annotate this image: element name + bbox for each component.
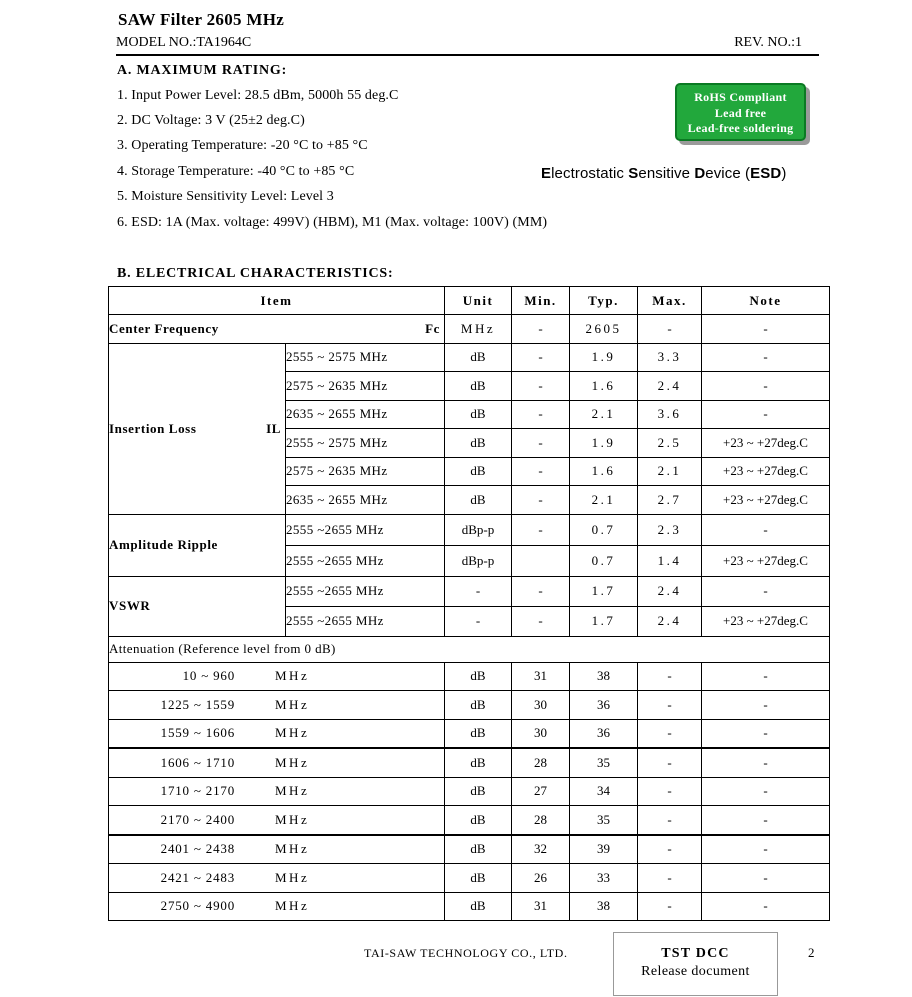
table-header-row <box>109 287 830 315</box>
cell-note: - <box>702 835 830 864</box>
cell-max: 3.3 <box>638 343 702 372</box>
cell-typ: 33 <box>570 864 638 893</box>
cell-unit: - <box>445 606 512 636</box>
cell-range: 2555 ~2655 MHz <box>286 576 445 606</box>
esd-initial: S <box>628 165 639 182</box>
company-name: TAI-SAW TECHNOLOGY CO., LTD. <box>364 946 568 960</box>
stamp-title: TST DCC <box>661 946 730 961</box>
cell-typ: 1.9 <box>570 343 638 372</box>
rating-item: 1. Input Power Level: 28.5 dBm, 5000h 55 deg.C <box>117 88 399 103</box>
cell-range <box>109 864 445 893</box>
cell-unit: dB <box>445 719 512 748</box>
cell-range <box>109 835 445 864</box>
column-header-unit: Unit <box>445 287 512 315</box>
attenuation-row <box>109 719 830 748</box>
esd-text: ) <box>781 165 787 182</box>
cell-range: 2575 ~ 2635 MHz <box>286 372 445 401</box>
cell-typ: 0.7 <box>570 545 638 576</box>
cell-unit: dB <box>445 892 512 921</box>
badge-line: RoHS Compliant <box>694 90 787 104</box>
cell-unit: dB <box>445 748 512 777</box>
cell-unit: dB <box>445 806 512 835</box>
attenuation-freq-unit: MHz <box>275 668 310 684</box>
section-a-heading: A. MAXIMUM RATING: <box>117 63 288 78</box>
cell-max: - <box>638 806 702 835</box>
cell-range <box>109 806 445 835</box>
cell-min: 32 <box>512 835 570 864</box>
column-header-item: Item <box>109 287 445 315</box>
esd-text: lectrostatic <box>551 165 629 182</box>
cell-note: - <box>702 343 830 372</box>
stamp-subtitle: Release document <box>641 964 750 979</box>
cell-min: 30 <box>512 719 570 748</box>
cell-note: - <box>702 662 830 691</box>
cell-min: - <box>512 400 570 429</box>
cell-range <box>109 777 445 806</box>
center-frequency-label <box>109 315 445 344</box>
attenuation-row <box>109 806 830 835</box>
cell-typ: 35 <box>570 806 638 835</box>
header-divider <box>116 54 819 56</box>
attenuation-range: 2401 ~ 2438 <box>160 841 235 857</box>
attenuation-range: 1710 ~ 2170 <box>160 783 235 799</box>
cell-min: - <box>512 514 570 545</box>
cell-min: - <box>512 315 570 344</box>
cell-min: - <box>512 429 570 458</box>
cell-unit: dBp-p <box>445 545 512 576</box>
column-header-min: Min. <box>512 287 570 315</box>
cell-max: 2.5 <box>638 429 702 458</box>
cell-min: 28 <box>512 806 570 835</box>
cell-max: - <box>638 662 702 691</box>
attenuation-freq-unit: MHz <box>275 811 310 827</box>
cell-range <box>109 748 445 777</box>
cell-note: - <box>702 372 830 401</box>
cell-min: 27 <box>512 777 570 806</box>
cell-min: - <box>512 486 570 515</box>
cell-typ: 2.1 <box>570 400 638 429</box>
cell-max: - <box>638 835 702 864</box>
cell-unit: dB <box>445 835 512 864</box>
cell-max: - <box>638 719 702 748</box>
cell-typ: 1.6 <box>570 457 638 486</box>
attenuation-range: 1559 ~ 1606 <box>160 725 235 741</box>
badge-line: Lead free <box>714 105 767 120</box>
attenuation-freq-unit: MHz <box>275 754 310 770</box>
cell-note: - <box>702 576 830 606</box>
table-row <box>109 514 830 545</box>
insertion-loss-label <box>109 343 286 514</box>
attenuation-freq-unit: MHz <box>275 841 310 857</box>
rating-item: 2. DC Voltage: 3 V (25±2 deg.C) <box>117 113 305 128</box>
rating-item: 3. Operating Temperature: -20 °C to +85 °C <box>117 138 368 153</box>
cell-typ: 39 <box>570 835 638 864</box>
cell-note: +23 ~ +27deg.C <box>702 606 830 636</box>
attenuation-freq-unit: MHz <box>275 696 310 712</box>
attenuation-range: 2750 ~ 4900 <box>160 898 235 914</box>
cell-min <box>512 545 570 576</box>
cell-typ: 36 <box>570 691 638 720</box>
column-header-typ: Typ. <box>570 287 638 315</box>
cell-max: - <box>638 892 702 921</box>
attenuation-row <box>109 892 830 921</box>
cell-range: 2555 ~2655 MHz <box>286 514 445 545</box>
cell-range: 2635 ~ 2655 MHz <box>286 400 445 429</box>
vswr-label: VSWR <box>109 576 286 636</box>
row-label-text: Center Frequency <box>109 320 219 336</box>
cell-typ: 2.1 <box>570 486 638 515</box>
cell-max: 2.4 <box>638 372 702 401</box>
cell-typ: 1.7 <box>570 576 638 606</box>
attenuation-row <box>109 777 830 806</box>
cell-min: - <box>512 343 570 372</box>
esd-text: evice ( <box>705 165 751 182</box>
esd-initial: D <box>694 165 706 182</box>
page-number: 2 <box>808 945 815 960</box>
electrical-characteristics-table <box>108 286 830 921</box>
cell-min: - <box>512 606 570 636</box>
attenuation-freq-unit: MHz <box>275 869 310 885</box>
row-symbol: IL <box>266 420 281 436</box>
attenuation-range: 10 ~ 960 <box>182 668 235 684</box>
cell-range <box>109 719 445 748</box>
cell-typ: 2605 <box>570 315 638 344</box>
cell-min: 28 <box>512 748 570 777</box>
cell-max: 1.4 <box>638 545 702 576</box>
cell-unit: dB <box>445 662 512 691</box>
attenuation-row <box>109 691 830 720</box>
cell-unit: dB <box>445 691 512 720</box>
esd-warning-label <box>541 165 786 182</box>
cell-range: 2575 ~ 2635 MHz <box>286 457 445 486</box>
esd-initial: E <box>541 165 552 182</box>
cell-min: 26 <box>512 864 570 893</box>
cell-max: 2.7 <box>638 486 702 515</box>
cell-unit: dB <box>445 400 512 429</box>
release-stamp <box>613 932 778 996</box>
attenuation-freq-unit: MHz <box>275 898 310 914</box>
table-row <box>109 315 830 344</box>
attenuation-range: 1225 ~ 1559 <box>160 696 235 712</box>
cell-range <box>109 662 445 691</box>
cell-max: - <box>638 691 702 720</box>
cell-typ: 36 <box>570 719 638 748</box>
cell-min: - <box>512 576 570 606</box>
cell-unit: MHz <box>445 315 512 344</box>
document-title: SAW Filter 2605 MHz <box>118 10 285 29</box>
table-row <box>109 576 830 606</box>
esd-initial: ESD <box>750 165 782 182</box>
table-row <box>109 343 830 372</box>
attenuation-row <box>109 864 830 893</box>
attenuation-freq-unit: MHz <box>275 725 310 741</box>
cell-max: 2.4 <box>638 606 702 636</box>
attenuation-label: Attenuation (Reference level from 0 dB) <box>109 636 830 662</box>
cell-typ: 0.7 <box>570 514 638 545</box>
cell-unit: dB <box>445 343 512 372</box>
cell-max: - <box>638 748 702 777</box>
cell-unit: dB <box>445 864 512 893</box>
attenuation-freq-unit: MHz <box>275 783 310 799</box>
attenuation-range: 2170 ~ 2400 <box>160 811 235 827</box>
cell-note: - <box>702 400 830 429</box>
rating-item: 6. ESD: 1A (Max. voltage: 499V) (HBM), M1 (Max. voltage: 100V) (MM) <box>117 215 548 230</box>
cell-note: +23 ~ +27deg.C <box>702 545 830 576</box>
cell-typ: 38 <box>570 662 638 691</box>
cell-typ: 34 <box>570 777 638 806</box>
badge-line: Lead-free soldering <box>687 121 794 135</box>
cell-max: 2.3 <box>638 514 702 545</box>
amplitude-ripple-label: Amplitude Ripple <box>109 514 286 576</box>
cell-typ: 38 <box>570 892 638 921</box>
cell-note: - <box>702 691 830 720</box>
attenuation-range: 2421 ~ 2483 <box>160 869 235 885</box>
cell-max: - <box>638 777 702 806</box>
row-label-text: Insertion Loss <box>109 420 197 436</box>
cell-max: 3.6 <box>638 400 702 429</box>
cell-note: - <box>702 748 830 777</box>
rating-item: 4. Storage Temperature: -40 °C to +85 °C <box>117 164 355 179</box>
cell-range: 2555 ~ 2575 MHz <box>286 343 445 372</box>
cell-max: 2.1 <box>638 457 702 486</box>
cell-range: 2635 ~ 2655 MHz <box>286 486 445 515</box>
revision-number: REV. NO.:1 <box>734 35 802 50</box>
cell-note: +23 ~ +27deg.C <box>702 457 830 486</box>
rohs-compliant-badge <box>675 83 806 141</box>
cell-range: 2555 ~2655 MHz <box>286 545 445 576</box>
cell-unit: dB <box>445 457 512 486</box>
cell-range: 2555 ~ 2575 MHz <box>286 429 445 458</box>
cell-min: 30 <box>512 691 570 720</box>
attenuation-row <box>109 835 830 864</box>
column-header-note: Note <box>702 287 830 315</box>
cell-typ: 1.7 <box>570 606 638 636</box>
cell-unit: - <box>445 576 512 606</box>
attenuation-row <box>109 662 830 691</box>
model-number: MODEL NO.:TA1964C <box>116 35 252 50</box>
attenuation-row <box>109 748 830 777</box>
cell-note: - <box>702 719 830 748</box>
cell-range: 2555 ~2655 MHz <box>286 606 445 636</box>
attenuation-range: 1606 ~ 1710 <box>160 754 235 770</box>
cell-unit: dB <box>445 486 512 515</box>
cell-min: - <box>512 457 570 486</box>
cell-min: 31 <box>512 892 570 921</box>
row-symbol: Fc <box>425 320 440 336</box>
cell-typ: 35 <box>570 748 638 777</box>
cell-min: 31 <box>512 662 570 691</box>
cell-note: +23 ~ +27deg.C <box>702 429 830 458</box>
cell-typ: 1.9 <box>570 429 638 458</box>
cell-unit: dBp-p <box>445 514 512 545</box>
cell-min: - <box>512 372 570 401</box>
cell-note: +23 ~ +27deg.C <box>702 486 830 515</box>
cell-unit: dB <box>445 777 512 806</box>
cell-max: - <box>638 315 702 344</box>
table-row <box>109 636 830 662</box>
cell-unit: dB <box>445 429 512 458</box>
cell-range <box>109 892 445 921</box>
cell-note: - <box>702 806 830 835</box>
rating-item: 5. Moisture Sensitivity Level: Level 3 <box>117 189 334 204</box>
cell-max: 2.4 <box>638 576 702 606</box>
section-b-heading: B. ELECTRICAL CHARACTERISTICS: <box>117 266 394 281</box>
cell-max: - <box>638 864 702 893</box>
cell-note: - <box>702 777 830 806</box>
column-header-max: Max. <box>638 287 702 315</box>
cell-typ: 1.6 <box>570 372 638 401</box>
cell-note: - <box>702 864 830 893</box>
esd-text: ensitive <box>638 165 695 182</box>
cell-unit: dB <box>445 372 512 401</box>
cell-note: - <box>702 315 830 344</box>
cell-note: - <box>702 514 830 545</box>
cell-note: - <box>702 892 830 921</box>
cell-range <box>109 691 445 720</box>
